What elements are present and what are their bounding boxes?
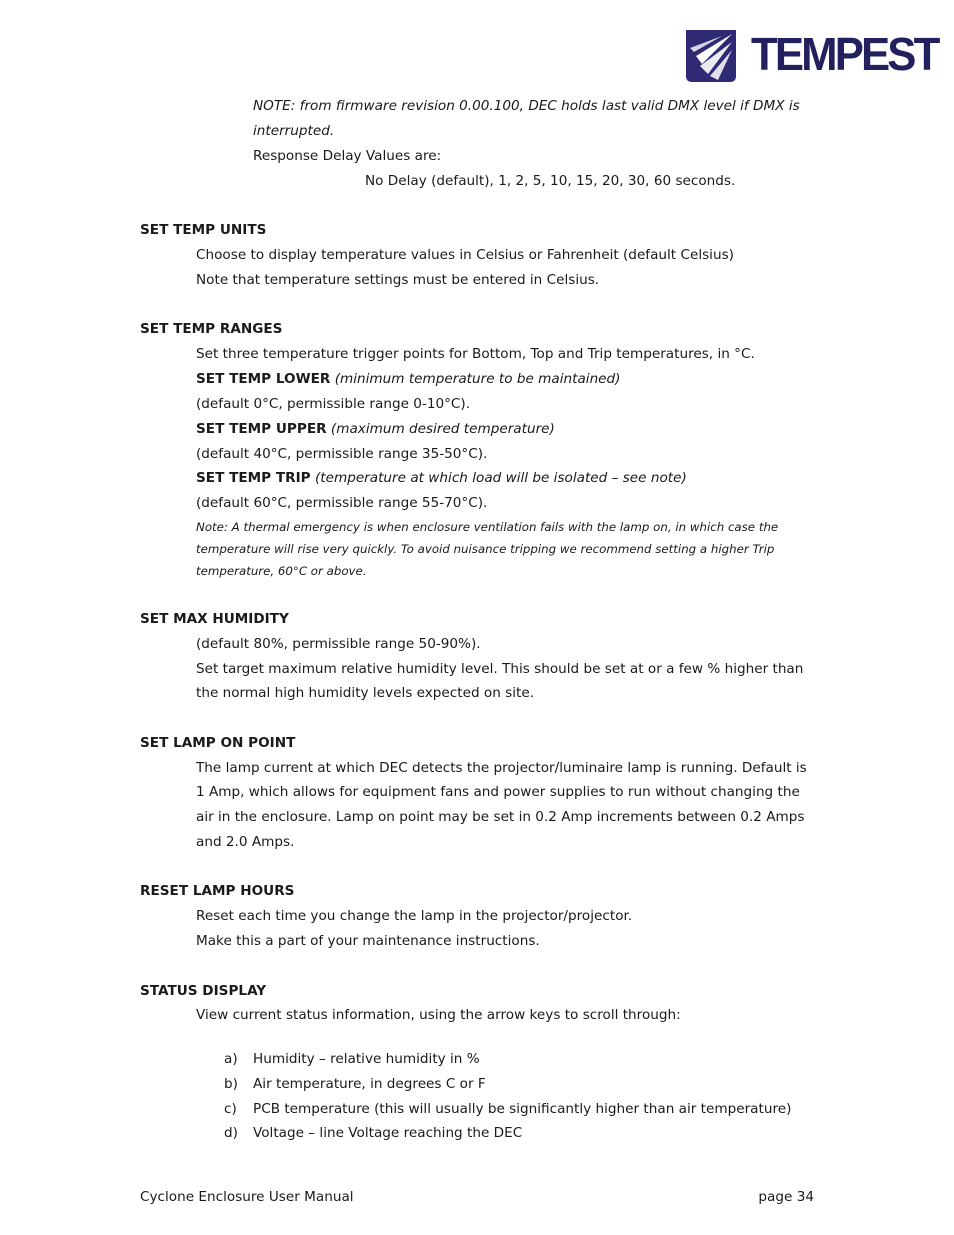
brand-name: TEMPEST [751, 28, 938, 80]
temp-trip-line [196, 470, 687, 486]
temp-units-heading: SET TEMP UNITS [140, 222, 267, 238]
humidity-heading: SET MAX HUMIDITY [140, 611, 289, 627]
list-item-marker: a) [224, 1051, 238, 1067]
temp-trip-default: (default 60°C, permissible range 55-70°C). [196, 495, 488, 511]
lamp-hours-heading: RESET LAMP HOURS [140, 883, 295, 899]
temp-ranges-intro: Set three temperature trigger points for Bottom, Top and Trip temperatures, in °C. [196, 346, 755, 362]
humidity-line2: Set target maximum relative humidity level. This should be set at or a few % higher than [196, 661, 804, 677]
list-item-marker: c) [224, 1101, 237, 1117]
humidity-line3: the normal high humidity levels expected on site. [196, 685, 535, 701]
temp-upper-desc: (maximum desired temperature) [330, 421, 555, 437]
page-number: page 34 [758, 1189, 814, 1205]
temp-trip-desc: (temperature at which load will be isolated – see note) [314, 470, 687, 486]
temp-upper-label: SET TEMP UPPER [196, 421, 327, 437]
lamp-hours-line2: Make this a part of your maintenance instructions. [196, 933, 540, 949]
thermal-note-line1: Note: A thermal emergency is when enclosure ventilation fails with the lamp on, in which case the [196, 520, 779, 534]
list-item: Humidity – relative humidity in % [253, 1051, 480, 1067]
list-item: Air temperature, in degrees C or F [253, 1076, 486, 1092]
thermal-note-line2: temperature will rise very quickly. To avoid nuisance tripping we recommend setting a higher Trip [196, 542, 775, 556]
lamp-on-line3: air in the enclosure. Lamp on point may be set in 0.2 Amp increments between 0.2 Amps [196, 809, 805, 825]
delay-values: No Delay (default), 1, 2, 5, 10, 15, 20, 30, 60 seconds. [365, 173, 736, 189]
humidity-line1: (default 80%, permissible range 50-90%). [196, 636, 481, 652]
list-item-marker: d) [224, 1125, 238, 1141]
temp-lower-label: SET TEMP LOWER [196, 371, 331, 387]
lamp-hours-line1: Reset each time you change the lamp in the projector/projector. [196, 908, 633, 924]
temp-units-line2: Note that temperature settings must be entered in Celsius. [196, 272, 600, 288]
list-item-marker: b) [224, 1076, 238, 1092]
temp-upper-default: (default 40°C, permissible range 35-50°C). [196, 446, 488, 462]
tempest-logo [682, 26, 938, 84]
temp-lower-line [196, 371, 620, 387]
status-heading: STATUS DISPLAY [140, 983, 267, 999]
lamp-on-heading: SET LAMP ON POINT [140, 735, 296, 751]
temp-trip-label: SET TEMP TRIP [196, 470, 311, 486]
firmware-note-line1: NOTE: from firmware revision 0.00.100, DEC holds last valid DMX level if DMX is [253, 98, 800, 114]
list-item: PCB temperature (this will usually be significantly higher than air temperature) [253, 1101, 792, 1117]
firmware-note-line2: interrupted. [253, 123, 335, 139]
temp-units-line1: Choose to display temperature values in Celsius or Fahrenheit (default Celsius) [196, 247, 734, 263]
lamp-on-line1: The lamp current at which DEC detects the projector/luminaire lamp is running. Default is [196, 760, 807, 776]
tempest-mark-icon [682, 26, 740, 84]
temp-ranges-heading: SET TEMP RANGES [140, 321, 283, 337]
lamp-on-line4: and 2.0 Amps. [196, 834, 295, 850]
temp-upper-line [196, 421, 555, 437]
delay-label: Response Delay Values are: [253, 148, 442, 164]
lamp-on-line2: 1 Amp, which allows for equipment fans and power supplies to run without changing the [196, 784, 800, 800]
thermal-note-line3: temperature, 60°C or above. [196, 564, 367, 578]
status-intro: View current status information, using the arrow keys to scroll through: [196, 1007, 681, 1023]
list-item: Voltage – line Voltage reaching the DEC [253, 1125, 523, 1141]
temp-lower-desc: (minimum temperature to be maintained) [334, 371, 621, 387]
footer-title: Cyclone Enclosure User Manual [140, 1189, 354, 1205]
temp-lower-default: (default 0°C, permissible range 0-10°C). [196, 396, 471, 412]
